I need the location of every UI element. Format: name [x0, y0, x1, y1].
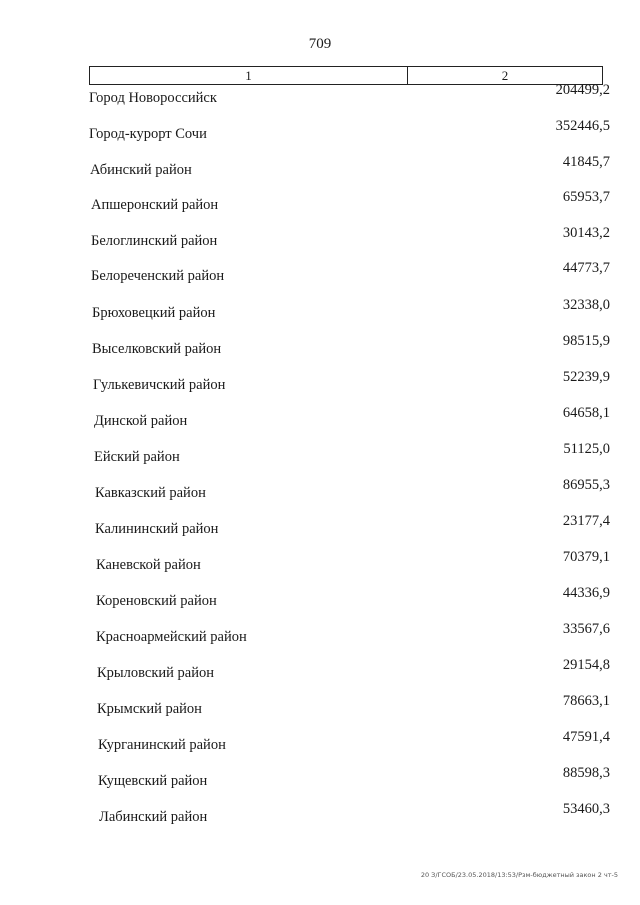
table-row: [0, 693, 640, 723]
table-row: [0, 405, 640, 435]
district-value: 204499,2: [555, 82, 610, 98]
table-row: [0, 260, 640, 290]
table-row: [0, 513, 640, 543]
district-value: 53460,3: [562, 801, 610, 817]
table-row: [0, 369, 640, 399]
district-name: Белоглинский район: [91, 233, 218, 249]
table-row: [0, 477, 640, 507]
district-value: 88598,3: [562, 765, 610, 781]
district-value: 47591,4: [562, 729, 610, 745]
table-row: [0, 621, 640, 651]
table-row: [0, 118, 640, 148]
table-row: [0, 82, 640, 112]
header-col-2: 2: [501, 68, 509, 83]
district-value: 51125,0: [563, 441, 610, 457]
table-row: [0, 585, 640, 615]
district-name: Белореченский район: [91, 268, 225, 284]
district-value: 44336,9: [562, 585, 610, 601]
table-row: [0, 801, 640, 831]
table-row: [0, 765, 640, 795]
district-name: Абинский район: [90, 162, 192, 178]
district-value: 64658,1: [562, 405, 610, 421]
table-row: [0, 729, 640, 759]
page-number: 709: [308, 36, 332, 52]
header-col-1: 1: [90, 67, 408, 84]
district-name: Выселковский район: [92, 341, 222, 357]
district-name: Красноармейский район: [96, 629, 247, 645]
table-row: [0, 297, 640, 327]
district-name: Крыловский район: [97, 665, 214, 681]
district-name: Гулькевичский район: [93, 377, 226, 393]
district-name: Калининский район: [95, 521, 219, 537]
district-name: Кореновский район: [96, 593, 217, 609]
district-name: Апшеронский район: [91, 197, 219, 213]
table-row: [0, 154, 640, 184]
district-value: 30143,2: [562, 225, 610, 241]
district-name: Город-курорт Сочи: [89, 126, 207, 142]
district-value: 98515,9: [562, 333, 610, 349]
table-row: [0, 657, 640, 687]
district-name: Лабинский район: [99, 809, 208, 825]
district-value: 44773,7: [562, 260, 610, 276]
district-name: Динской район: [94, 413, 188, 429]
district-name: Брюховецкий район: [92, 305, 216, 321]
district-value: 65953,7: [562, 189, 610, 205]
district-value: 86955,3: [562, 477, 610, 493]
district-name: Город Новороссийск: [89, 90, 217, 106]
district-value: 352446,5: [555, 118, 610, 134]
district-value: 23177,4: [562, 513, 610, 529]
district-value: 33567,6: [562, 621, 610, 637]
table-row: [0, 549, 640, 579]
footer-stamp: 20 З/ГСОБ/23.05.2018/13:53/Рзм-бюджетный закон 2 чт-5: [420, 871, 618, 879]
district-value: 52239,9: [562, 369, 610, 385]
district-value: 32338,0: [562, 297, 610, 313]
table-header: [89, 66, 603, 85]
district-value: 29154,8: [562, 657, 610, 673]
table-row: [0, 189, 640, 219]
district-name: Крымский район: [97, 701, 202, 717]
district-name: Кущевский район: [98, 773, 208, 789]
district-value: 78663,1: [562, 693, 610, 709]
district-name: Кавказский район: [95, 485, 206, 501]
district-name: Каневской район: [96, 557, 201, 573]
district-name: Ейский район: [94, 449, 180, 465]
district-name: Курганинский район: [98, 737, 226, 753]
table-row: [0, 441, 640, 471]
table-row: [0, 225, 640, 255]
table-row: [0, 333, 640, 363]
district-value: 70379,1: [562, 549, 610, 565]
district-value: 41845,7: [562, 154, 610, 170]
